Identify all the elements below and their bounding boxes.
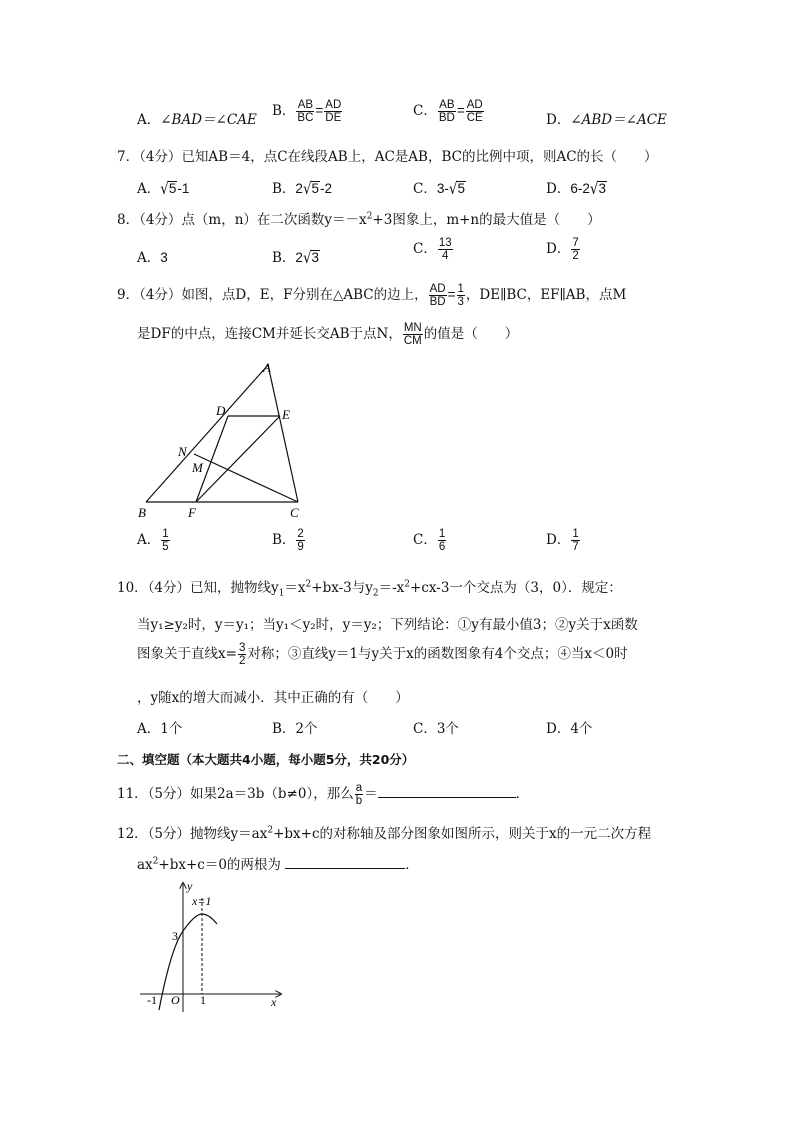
q9-option-c: C． $\frac{1}{6}$	[413, 528, 446, 554]
q12-line1: 12．（5分）抛物线$y=ax^2+bx+c$的对称轴及部分图象如图所示，则关于x的一元二次方程	[117, 825, 652, 842]
q9-option-b: B． $\frac{2}{9}$	[272, 528, 304, 554]
q10-line4: ，y随x的增大而减小．其中正确的有（ ）	[137, 690, 409, 706]
label-e: E	[282, 407, 290, 422]
parabola-curve	[159, 914, 217, 1010]
q8-stem: 8．（4分）点（m，n）在二次函数$y=-x^2+3$图象上，m+n的最大值是（ ）	[117, 211, 601, 228]
q10-option-a: A．1个	[137, 721, 183, 737]
symmetry-axis-label: x=1	[192, 894, 212, 908]
x-axis-label: x	[271, 995, 277, 1009]
q6-option-a: A．∠BAD＝∠CAE	[137, 112, 257, 128]
segment-cn	[194, 454, 298, 502]
q7-option-d: D．6-2√3	[546, 179, 606, 199]
q7-option-a: A．√5-1	[137, 179, 190, 199]
label-m: M	[192, 460, 203, 475]
q7-stem: 7．（4分）已知AB＝4，点C在线段AB上，AC是AB，BC的比例中项，则AC的长（ ）	[117, 149, 658, 165]
q10-line3: 图象关于直线x= $\frac{3}{2}$ 对称；③直线y＝1与y关于x的函数图象有4个交点；④当x＜0时	[137, 642, 628, 668]
segment-ac	[268, 365, 298, 502]
q11-answer-blank[interactable]	[378, 785, 516, 798]
q11-stem: 11．（5分）如果2a＝3b（b≠0），那么 $\frac{a}{b}$ ＝ ．	[117, 782, 530, 808]
section-2-title: 二、填空题（本大题共4小题，每小题5分，共20分）	[117, 752, 415, 767]
q12-answer-blank[interactable]	[285, 856, 405, 869]
origin-label: O	[171, 993, 180, 1007]
label-b: B	[138, 505, 146, 520]
q6-option-b: B． $\frac{AB}{BC}$ = $\frac{AD}{DE}$	[272, 99, 342, 125]
neg-one-label: -1	[147, 993, 157, 1007]
q8-option-c: C． $\frac{13}{4}$	[413, 237, 452, 263]
label-a: A	[263, 360, 271, 375]
q7-option-b: B．2√5-2	[272, 179, 333, 199]
q9-option-d: D． $\frac{1}{7}$	[546, 528, 579, 554]
y-intercept-label: 3	[172, 929, 178, 943]
label-c: C	[290, 505, 299, 520]
label-d: D	[216, 403, 226, 418]
q6-option-c: C． $\frac{AB}{BD}$ = $\frac{AD}{CE}$	[413, 99, 483, 125]
q12-parabola-graph	[135, 878, 295, 1018]
q9-stem-line2: 是DF的中点，连接CM并延长交AB于点N， $\frac{MN}{CM}$ 的值是（ ）	[137, 322, 519, 348]
q10-line2: 当y₁≥y₂时，y＝y₁；当y₁＜y₂时，y＝y₂；下列结论：①y有最小值3；②y关于x函数	[137, 617, 638, 633]
q10-option-b: B．2个	[272, 721, 318, 737]
q9-option-a: A． $\frac{1}{5}$	[137, 528, 169, 554]
one-label: 1	[200, 993, 206, 1007]
q8-option-b: B．2√3	[272, 248, 320, 268]
q9-triangle-figure	[130, 355, 320, 525]
segment-df	[196, 416, 228, 502]
q8-option-d: D． $\frac{7}{2}$	[546, 237, 579, 263]
label-n: N	[178, 444, 187, 459]
q10-option-d: D．4个	[546, 721, 593, 737]
label-f: F	[188, 505, 196, 520]
y-axis-label: y	[187, 879, 193, 893]
q7-option-c: C．3-√5	[413, 179, 465, 199]
q9-stem-line1: 9．（4分）如图，点D，E，F分别在△ABC的边上， $\frac{AD}{BD}$ = $\frac{1}{3}$ ，DE∥BC，EF∥AB，点M	[117, 283, 627, 309]
segment-ef	[196, 416, 280, 502]
q8-option-a: A．3	[137, 250, 168, 266]
segment-ab	[146, 365, 268, 502]
q10-line1: 10．（4分）已知，抛物线$y_1=x^2+bx-3$与$y_2=-x^2+cx-3$一个交点为（3，0）．规定：	[117, 579, 622, 599]
q12-line2: $ax^2+bx+c=0$的两根为 ．	[137, 856, 419, 873]
q10-option-c: C．3个	[413, 721, 459, 737]
q6-option-d: D．∠ABD＝∠ACE	[546, 112, 667, 128]
